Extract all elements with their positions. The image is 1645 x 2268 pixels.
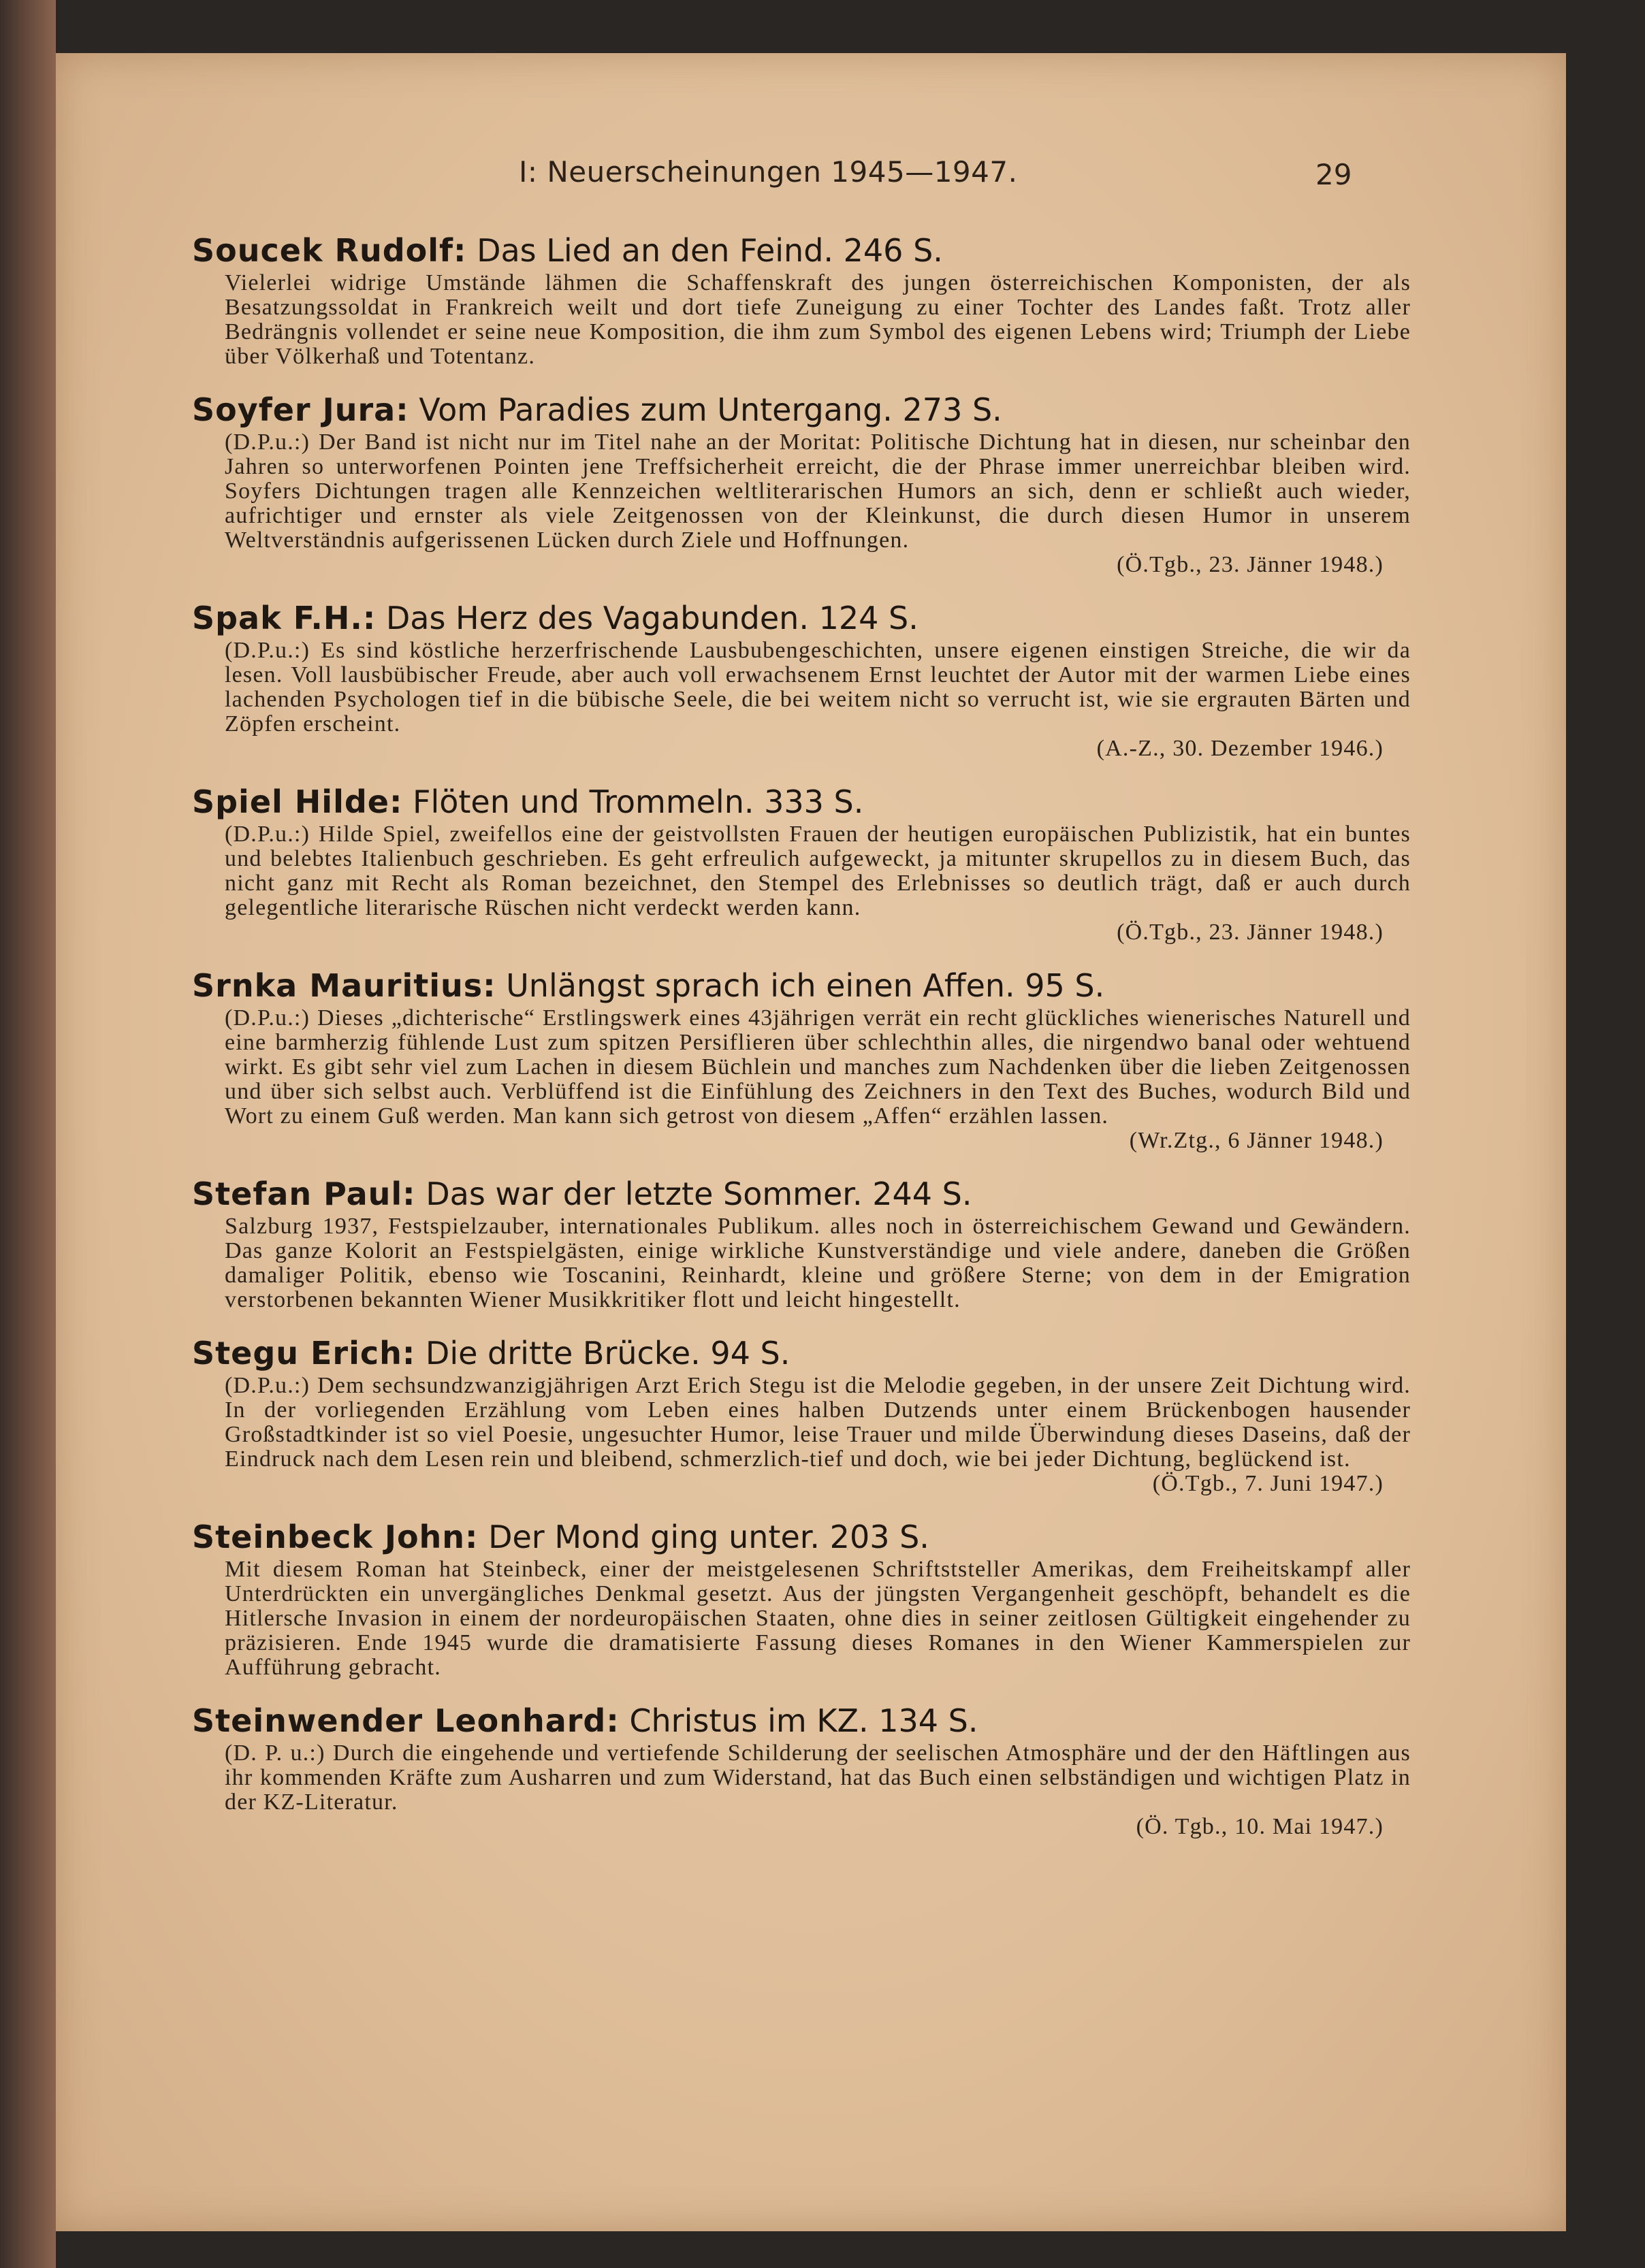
page-number: 29 <box>1315 158 1352 191</box>
entry-heading <box>192 598 1411 638</box>
entry-heading <box>192 965 1411 1006</box>
entry-author: Stefan Paul: <box>192 1176 416 1212</box>
entry-review: (D.P.u.:) Dem sechsundzwanzigjährigen Arzt Erich Stegu ist die Melodie gegeben, in der unsere Zeit Dichtung wird. In der vorliegenden Erzählung vom Leben eines halben Dutzends unter einem Brückenbogen hausender Großstadtkinder ist so viel Poesie, ungesuchter Humor, leise Trauer und milde Überwindung dieses Daseins, daß der Eindruck nach dem Lesen rein und bleibend, schmerzlich-tief und doch, wie bei jeder Dichtung, beglückend ist. <box>225 1373 1411 1472</box>
running-head <box>56 155 1566 203</box>
entry-heading <box>192 1517 1411 1557</box>
entry-review: Salzburg 1937, Festspielzauber, internationales Publikum. alles noch in österreichischem Gewand und Gewändern. Das ganze Kolorit an Festspielgästen, einige wirkliche Kunstverständige und viele andere, daneben die Größen damaliger Politik, ebenso wie Toscanini, Reinhardt, kleine und größere Sterne; von dem in der Emigration verstorbenen bekannten Wiener Musikkritiker flott und leicht hingestellt. <box>225 1214 1411 1312</box>
entry-review: (D. P. u.:) Durch die eingehende und vertiefende Schilderung der seelischen Atmosphäre und der den Häftlingen aus ihr kommenden Kräfte zum Ausharren und zum Widerstand, hat das Buch einen selbständigen und wichtigen Platz in der KZ-Literatur. <box>225 1740 1411 1815</box>
entry-title: Das war der letzte Sommer. 244 S. <box>426 1176 972 1212</box>
entry-source: (Wr.Ztg., 6 Jänner 1948.) <box>1129 1128 1384 1153</box>
entry-author: Spiel Hilde: <box>192 783 403 820</box>
running-title: I: Neuerscheinungen 1945—1947. <box>519 155 1018 189</box>
entry-heading <box>192 1333 1411 1374</box>
book-cover-edge <box>0 0 56 2268</box>
entry-author: Steinbeck John: <box>192 1519 479 1555</box>
entry-author: Steinwender Leonhard: <box>192 1702 620 1739</box>
entry-review: Mit diesem Roman hat Steinbeck, einer der meistgelesenen Schriftststeller Amerikas, dem Freiheitskampf aller Unterdrückten ein unvergängliches Denkmal gesetzt. Aus der jüngsten Vergangenheit geschöpft, behandelt es die Hitlersche Invasion in einem der nordeuropäischen Staaten, ohne dies in seiner zeitlosen Gültigkeit eingehender zu präzisieren. Ende 1945 wurde die dramatisierte Fassung dieses Romanes in den Wiener Kammerspielen zur Aufführung gebracht. <box>225 1557 1411 1680</box>
bibliography-entry <box>192 389 1411 577</box>
bibliography-list <box>192 230 1411 1860</box>
entry-author: Srnka Mauritius: <box>192 967 496 1004</box>
entry-title: Christus im KZ. 134 S. <box>629 1702 978 1739</box>
entry-title: Die dritte Brücke. 94 S. <box>425 1335 790 1372</box>
entry-review: Vielerlei widrige Umstände lähmen die Schaffenskraft des jungen österreichischen Komponisten, der als Besatzungssoldat in Frankreich weilt und dort tiefe Zuneigung zu einer Tochter des Landes faßt. Trotz aller Bedrängnis vollendet er seine neue Komposition, die ihm zum Symbol des eigenen Lebens wird; Triumph der Liebe über Völkerhaß und Totentanz. <box>225 270 1411 369</box>
entry-author: Stegu Erich: <box>192 1335 416 1372</box>
entry-source: (A.-Z., 30. Dezember 1946.) <box>1096 736 1384 761</box>
entry-source: (Ö.Tgb., 7. Juni 1947.) <box>1152 1471 1384 1496</box>
entry-heading <box>192 230 1411 271</box>
entry-heading <box>192 781 1411 822</box>
bibliography-entry <box>192 598 1411 761</box>
entry-title: Unlängst sprach ich einen Affen. 95 S. <box>506 967 1105 1004</box>
bibliography-entry <box>192 1173 1411 1312</box>
bibliography-entry <box>192 781 1411 945</box>
bibliography-entry <box>192 1517 1411 1680</box>
entry-title: Der Mond ging unter. 203 S. <box>488 1519 929 1555</box>
entry-heading <box>192 389 1411 430</box>
entry-review: (D.P.u.:) Hilde Spiel, zweifellos eine der geistvollsten Frauen der heutigen europäischen Publizistik, hat ein buntes und belebtes Italienbuch geschrieben. Es geht erfreulich aufgeweckt, ja mitunter skrupellos zu in diesem Buch, das nicht ganz mit Recht als Roman bezeichnet, den Stempel des Erlebnisses so deutlich trägt, daß er auch durch gelegentliche literarische Rüschen nicht verdeckt werden kann. <box>225 822 1411 920</box>
entry-review: (D.P.u.:) Es sind köstliche herzerfrischende Lausbubengeschichten, unsere eigenen einstigen Streiche, die wir da lesen. Voll lausbübischer Freude, aber auch voll erwachsenem Ernst leuchtet der Autor mit der warmen Liebe eines lachenden Psychologen tief in die bübische Seele, die bei weitem nicht so verrucht ist, wie sie ergrauten Bärten und Zöpfen erscheint. <box>225 638 1411 736</box>
entry-source: (Ö. Tgb., 10. Mai 1947.) <box>1136 1814 1384 1839</box>
bibliography-entry <box>192 1700 1411 1839</box>
bibliography-entry <box>192 965 1411 1153</box>
entry-review: (D.P.u.:) Der Band ist nicht nur im Titel nahe an der Moritat: Politische Dichtung hat in diesen, nur scheinbar den Jahren so unterworfenen Pointen jene Treffsicherheit erreicht, die der Phrase immer unerreichbar bleiben wird. Soyfers Dichtungen tragen alle Kennzeichen weltliterarischen Humors an sich, denn er schließt auch wieder, aufrichtiger und ernster als viele Zeitgenossen von der Kleinkunst, die durch diesen Humor in unserem Weltverständnis aufgerissenen Lücken durch Ziele und Hoffnungen. <box>225 430 1411 553</box>
entry-heading <box>192 1173 1411 1214</box>
entry-title: Das Herz des Vagabunden. 124 S. <box>385 600 919 636</box>
book-page <box>56 53 1566 2231</box>
entry-source: (Ö.Tgb., 23. Jänner 1948.) <box>1117 920 1384 945</box>
entry-source: (Ö.Tgb., 23. Jänner 1948.) <box>1117 552 1384 577</box>
bibliography-entry <box>192 1333 1411 1496</box>
entry-title: Flöten und Trommeln. 333 S. <box>413 783 864 820</box>
entry-author: Soyfer Jura: <box>192 391 409 428</box>
entry-author: Spak F.H.: <box>192 600 377 636</box>
bibliography-entry <box>192 230 1411 369</box>
entry-heading <box>192 1700 1411 1741</box>
entry-author: Soucek Rudolf: <box>192 232 467 269</box>
entry-title: Vom Paradies zum Untergang. 273 S. <box>419 391 1002 428</box>
entry-title: Das Lied an den Feind. 246 S. <box>477 232 943 269</box>
entry-review: (D.P.u.:) Dieses „dichterische“ Erstlingswerk eines 43jährigen verrät ein recht glückliches wienerisches Naturell und eine barmherzig fühlende Lust zum spitzen Persiflieren über schlechthin alles, die nirgendwo banal oder wehtuend wirkt. Es gibt sehr viel zum Lachen in diesem Büchlein und manches zum Nachdenken über die lieben Zeitgenossen und über sich selbst auch. Verblüffend ist die Einfühlung des Zeichners in den Text des Buches, wodurch Bild und Wort zu einem Guß werden. Man kann sich getrost von diesem „Affen“ erzählen lassen. <box>225 1005 1411 1129</box>
